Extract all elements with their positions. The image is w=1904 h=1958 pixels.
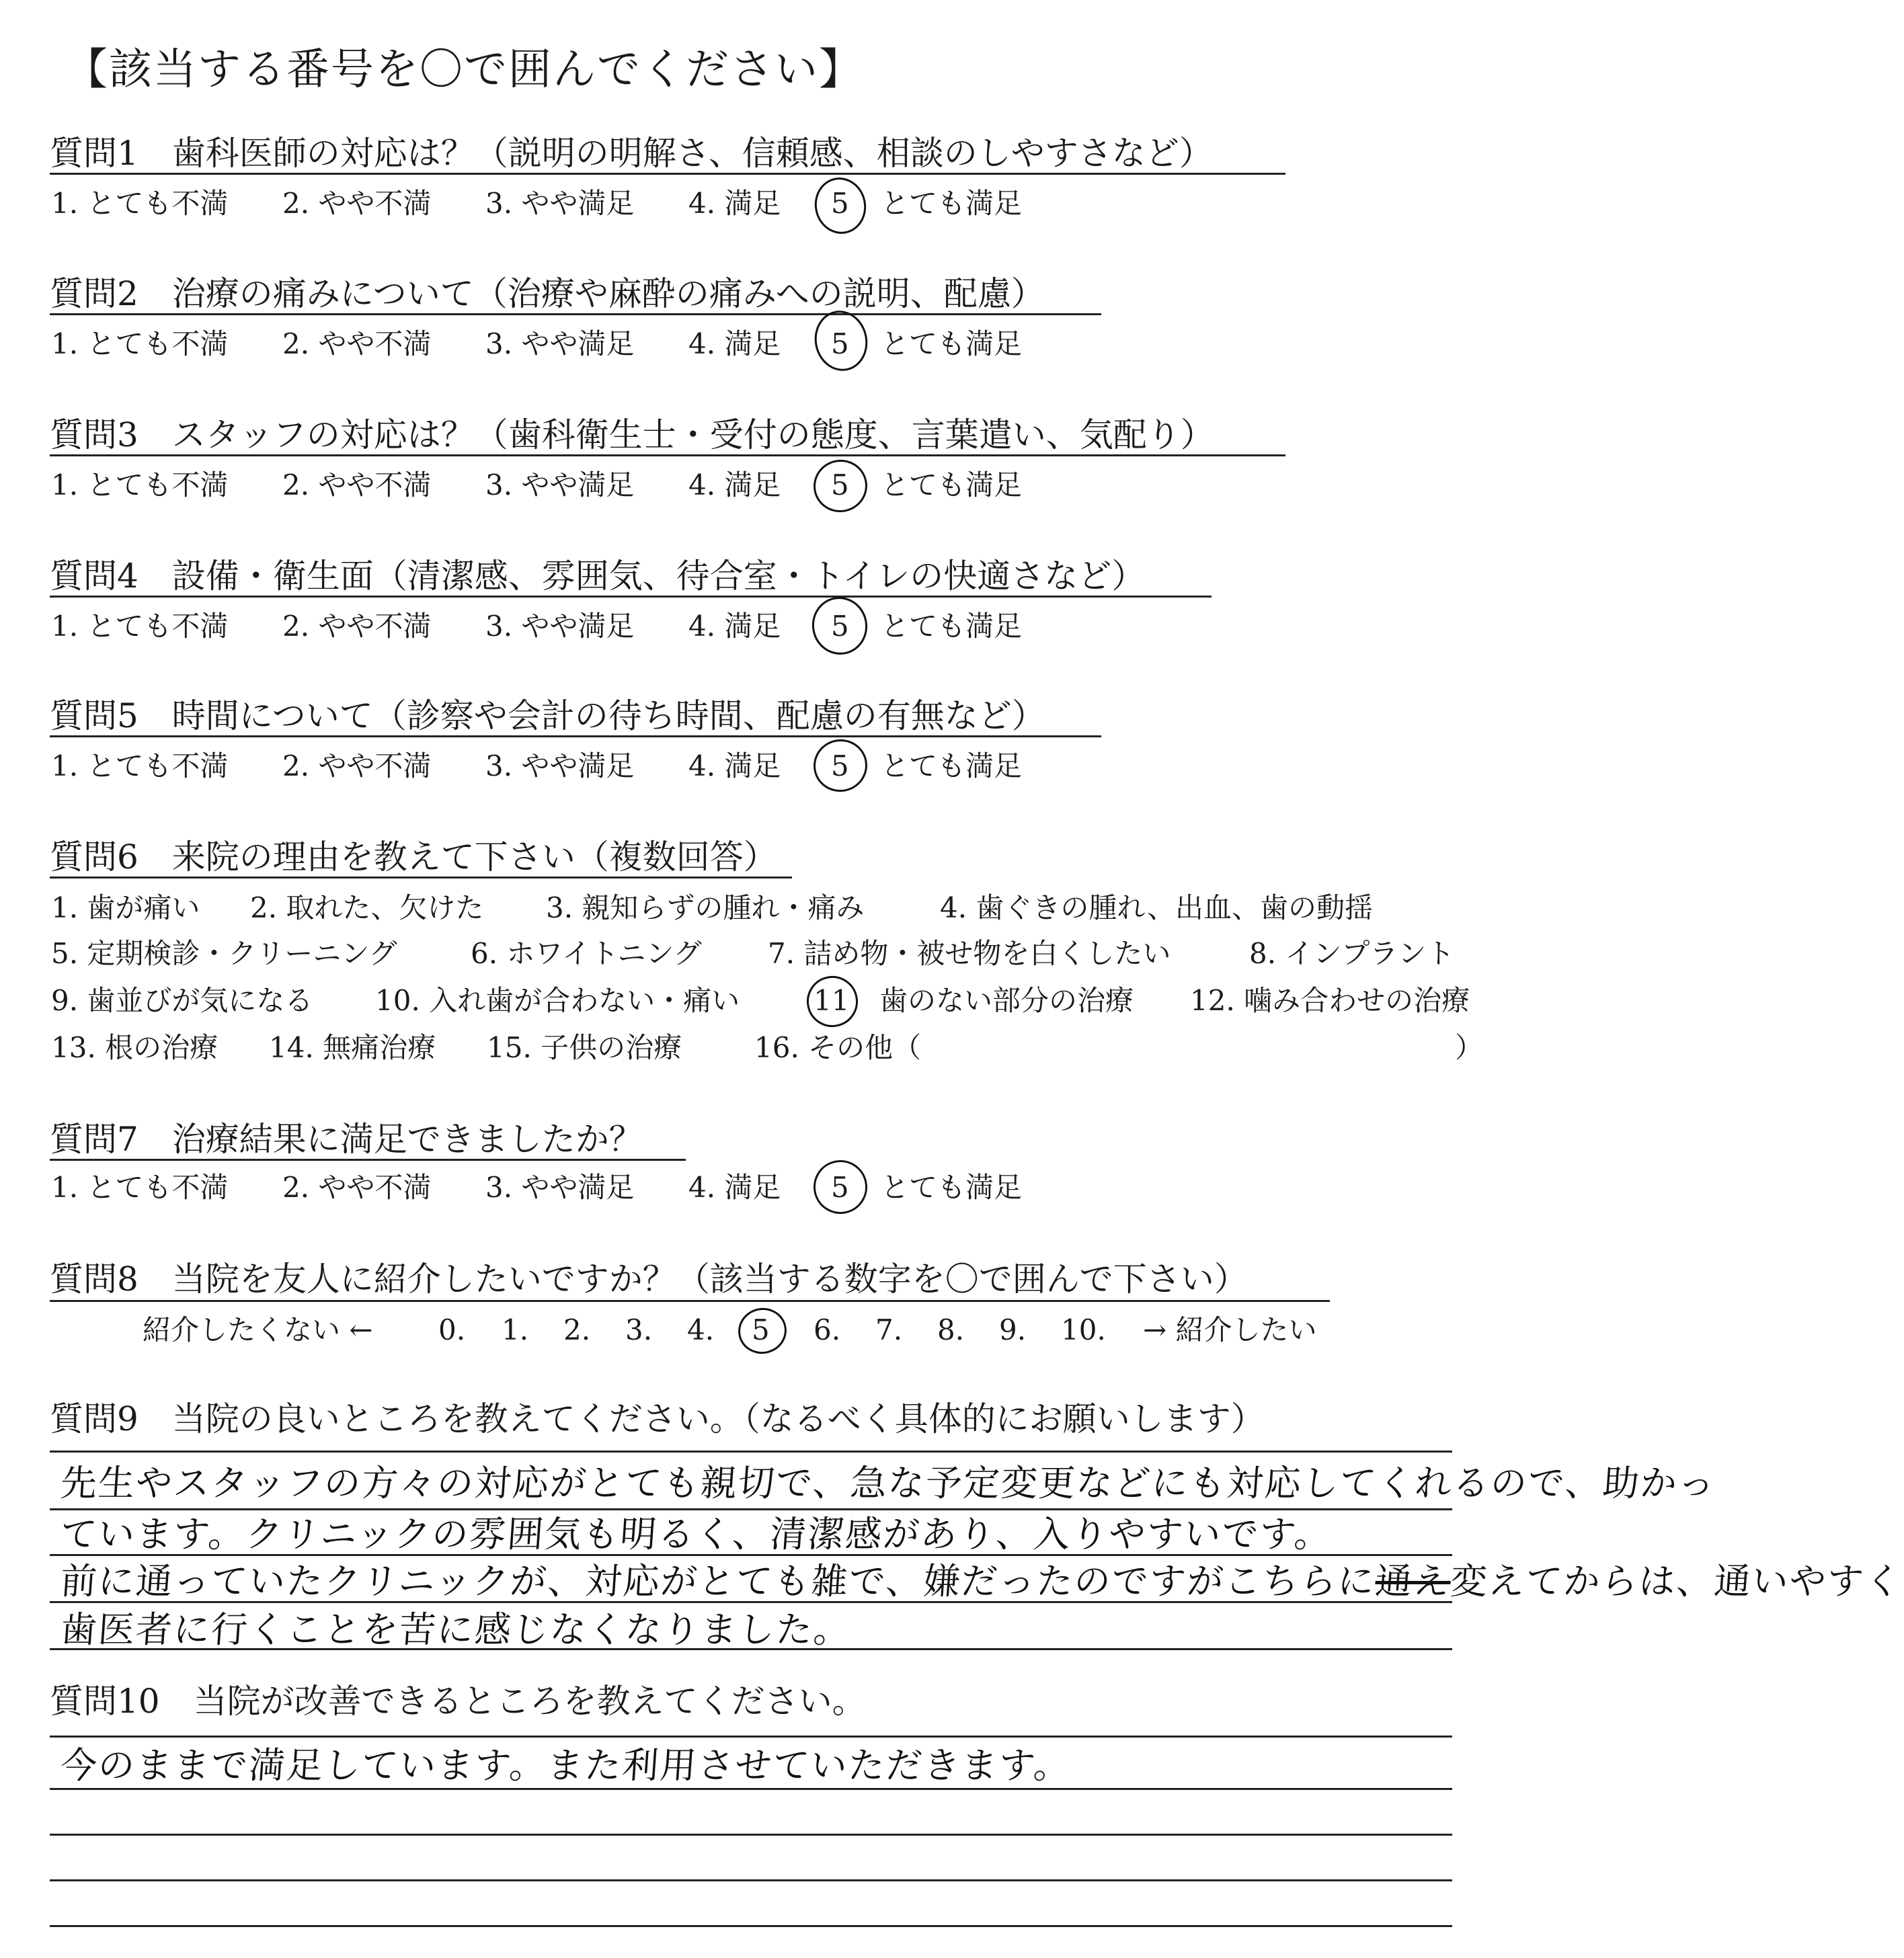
q6-option-1[interactable]: 1. 歯が痛い	[51, 891, 200, 924]
q1-option-4[interactable]: 4. 満足	[688, 187, 781, 220]
q8-scale-7[interactable]: 7.	[875, 1313, 903, 1346]
q9-answer-line-4: 歯医者に行くことを苦に感じなくなりました。	[58, 1608, 853, 1651]
question-8-rule	[50, 1300, 1330, 1302]
q6-option-4[interactable]: 4. 歯ぐきの腫れ、出血、歯の動揺	[940, 891, 1373, 924]
q6-option-16-close: ）	[1455, 1031, 1484, 1064]
q9-write-line	[50, 1554, 1452, 1556]
q10-answer-line-1: 今のままで満足しています。また利用させていただきます。	[58, 1744, 1073, 1787]
q8-scale-8[interactable]: 8.	[937, 1313, 965, 1346]
q5-option-3[interactable]: 3. やや満足	[485, 749, 635, 782]
q7-option-2[interactable]: 2. やや不満	[282, 1171, 432, 1204]
q2-option-5-label: とても満足	[881, 327, 1023, 360]
q8-selection-circle	[734, 1303, 791, 1358]
page-heading: 【該当する番号を〇で囲んでください】	[65, 45, 863, 95]
q4-option-2[interactable]: 2. やや不満	[282, 610, 432, 643]
q2-option-1[interactable]: 1. とても不満	[51, 327, 229, 360]
q8-right-label: → 紹介したい	[1143, 1313, 1317, 1346]
q4-selection-circle	[807, 592, 873, 659]
q9-line-3-text: 前に通っていたクリニックが、対応がとても雑で、嫌だったのですがこちらに	[58, 1560, 1377, 1602]
q1-option-1[interactable]: 1. とても不満	[51, 187, 229, 220]
question-5-rule	[50, 735, 1101, 737]
q2-option-5[interactable]: 5	[831, 327, 849, 360]
question-6-rule	[50, 876, 792, 879]
q6-option-13[interactable]: 13. 根の治療	[51, 1031, 219, 1064]
q1-option-2[interactable]: 2. やや不満	[282, 187, 432, 220]
question-3-title: 質問3 スタッフの対応は？（歯科衛生士・受付の態度、言葉遣い、気配り）	[50, 415, 1214, 454]
q6-option-12[interactable]: 12. 噛み合わせの治療	[1190, 984, 1470, 1017]
q7-option-4[interactable]: 4. 満足	[688, 1171, 781, 1204]
q4-option-1[interactable]: 1. とても不満	[51, 610, 229, 643]
q1-selection-circle	[809, 173, 871, 239]
q10-write-line	[50, 1834, 1452, 1836]
question-2-title: 質問2 治療の痛みについて（治療や麻酔の痛みへの説明、配慮）	[50, 274, 1045, 313]
q5-option-5-label: とても満足	[881, 749, 1023, 782]
q7-selection-circle	[809, 1155, 873, 1219]
q8-scale-4[interactable]: 4.	[687, 1313, 715, 1346]
q9-write-line	[50, 1508, 1452, 1510]
q2-option-2[interactable]: 2. やや不満	[282, 327, 432, 360]
q8-scale-5[interactable]: 5	[752, 1313, 770, 1346]
q7-option-1[interactable]: 1. とても不満	[51, 1171, 229, 1204]
q9-answer-line-1: 先生やスタッフの方々の対応がとても親切で、急な予定変更などにも対応してくれるので、助かっ	[58, 1462, 1718, 1504]
question-3-rule	[50, 454, 1285, 456]
q8-left-label: 紹介したくない ←	[143, 1313, 373, 1346]
q6-option-11-label: 歯のない部分の治療	[879, 984, 1134, 1017]
q3-option-5-label: とても満足	[881, 468, 1023, 501]
q5-option-5[interactable]: 5	[831, 749, 849, 782]
q7-option-5[interactable]: 5	[831, 1171, 849, 1204]
question-7-rule	[50, 1159, 686, 1161]
q1-option-3[interactable]: 3. やや満足	[485, 187, 635, 220]
q6-option-8[interactable]: 8. インプラント	[1249, 937, 1455, 970]
q3-option-2[interactable]: 2. やや不満	[282, 468, 432, 501]
q9-write-line	[50, 1648, 1452, 1650]
question-2-rule	[50, 313, 1101, 315]
q1-option-5-label: とても満足	[881, 187, 1023, 220]
q4-option-3[interactable]: 3. やや満足	[485, 610, 635, 643]
q6-option-11[interactable]: 11	[814, 984, 850, 1017]
q6-option-16[interactable]: 16. その他（	[754, 1031, 922, 1064]
q9-answer-line-2: ています。クリニックの雰囲気も明るく、清潔感があり、入りやすいです。	[58, 1513, 1334, 1555]
question-6-title: 質問6 来院の理由を教えて下さい（複数回答）	[50, 838, 777, 876]
q6-option-9[interactable]: 9. 歯並びが気になる	[51, 984, 313, 1017]
q6-option-6[interactable]: 6. ホワイトニング	[471, 937, 702, 970]
q8-scale-2[interactable]: 2.	[563, 1313, 591, 1346]
q8-scale-0[interactable]: 0.	[438, 1313, 466, 1346]
question-1-rule	[50, 173, 1285, 175]
question-1-title: 質問1 歯科医師の対応は？（説明の明解さ、信頼感、相談のしやすさなど）	[50, 134, 1213, 173]
q10-write-line	[50, 1788, 1452, 1790]
q6-option-10[interactable]: 10. 入れ歯が合わない・痛い	[375, 984, 740, 1017]
q3-option-5[interactable]: 5	[831, 468, 849, 501]
q6-option-5[interactable]: 5. 定期検診・クリーニング	[51, 937, 397, 970]
q6-option-3[interactable]: 3. 親知らずの腫れ・痛み	[546, 891, 865, 924]
q3-option-3[interactable]: 3. やや満足	[485, 468, 635, 501]
q8-scale-10[interactable]: 10.	[1061, 1313, 1106, 1346]
q3-option-4[interactable]: 4. 満足	[688, 468, 781, 501]
q4-option-5[interactable]: 5	[831, 610, 849, 643]
q6-selection-circle	[802, 971, 863, 1032]
q6-option-7[interactable]: 7. 詰め物・被せ物を白くしたい	[768, 937, 1171, 970]
question-4-title: 質問4 設備・衛生面（清潔感、雰囲気、待合室・トイレの快適さなど）	[50, 557, 1146, 596]
q10-write-line	[50, 1736, 1452, 1738]
q5-option-2[interactable]: 2. やや不満	[282, 749, 432, 782]
q1-option-5[interactable]: 5	[831, 187, 849, 220]
q2-selection-circle	[809, 306, 873, 376]
question-5-title: 質問5 時間について（診察や会計の待ち時間、配慮の有無など）	[50, 696, 1045, 735]
question-9-title: 質問9 当院の良いところを教えてください。（なるべく具体的にお願いします）	[50, 1399, 1265, 1438]
q5-option-4[interactable]: 4. 満足	[688, 749, 781, 782]
q2-option-4[interactable]: 4. 満足	[688, 327, 781, 360]
q9-write-line	[50, 1601, 1452, 1603]
q8-scale-3[interactable]: 3.	[625, 1313, 653, 1346]
q6-option-15[interactable]: 15. 子供の治療	[487, 1031, 682, 1064]
q2-option-3[interactable]: 3. やや満足	[485, 327, 635, 360]
q6-option-2[interactable]: 2. 取れた、欠けた	[250, 891, 484, 924]
q7-option-5-label: とても満足	[881, 1171, 1023, 1204]
q8-scale-9[interactable]: 9.	[999, 1313, 1027, 1346]
q10-write-line	[50, 1879, 1452, 1881]
q5-selection-circle	[809, 735, 872, 797]
question-8-title: 質問8 当院を友人に紹介したいですか？（該当する数字を〇で囲んで下さい）	[50, 1260, 1248, 1299]
q6-option-14[interactable]: 14. 無痛治療	[269, 1031, 436, 1064]
q10-write-line	[50, 1925, 1452, 1927]
q9-line-3-rest: 変えてからは、通いやすく	[1449, 1560, 1904, 1602]
q3-selection-circle	[809, 455, 872, 518]
question-10-title: 質問10 当院が改善できるところを教えてください。	[50, 1682, 866, 1721]
q9-write-line	[50, 1451, 1452, 1453]
question-4-rule	[50, 596, 1212, 598]
q8-scale-1[interactable]: 1.	[502, 1313, 529, 1346]
q7-option-3[interactable]: 3. やや満足	[485, 1171, 635, 1204]
q9-answer-line-3	[58, 1560, 1904, 1602]
q4-option-4[interactable]: 4. 満足	[688, 610, 781, 643]
q4-option-5-label: とても満足	[881, 610, 1023, 643]
q9-struck-text: 通え	[1374, 1560, 1452, 1602]
question-7-title: 質問7 治療結果に満足できましたか？	[50, 1120, 643, 1159]
q5-option-1[interactable]: 1. とても不満	[51, 749, 229, 782]
q8-scale-6[interactable]: 6.	[814, 1313, 841, 1346]
q3-option-1[interactable]: 1. とても不満	[51, 468, 229, 501]
